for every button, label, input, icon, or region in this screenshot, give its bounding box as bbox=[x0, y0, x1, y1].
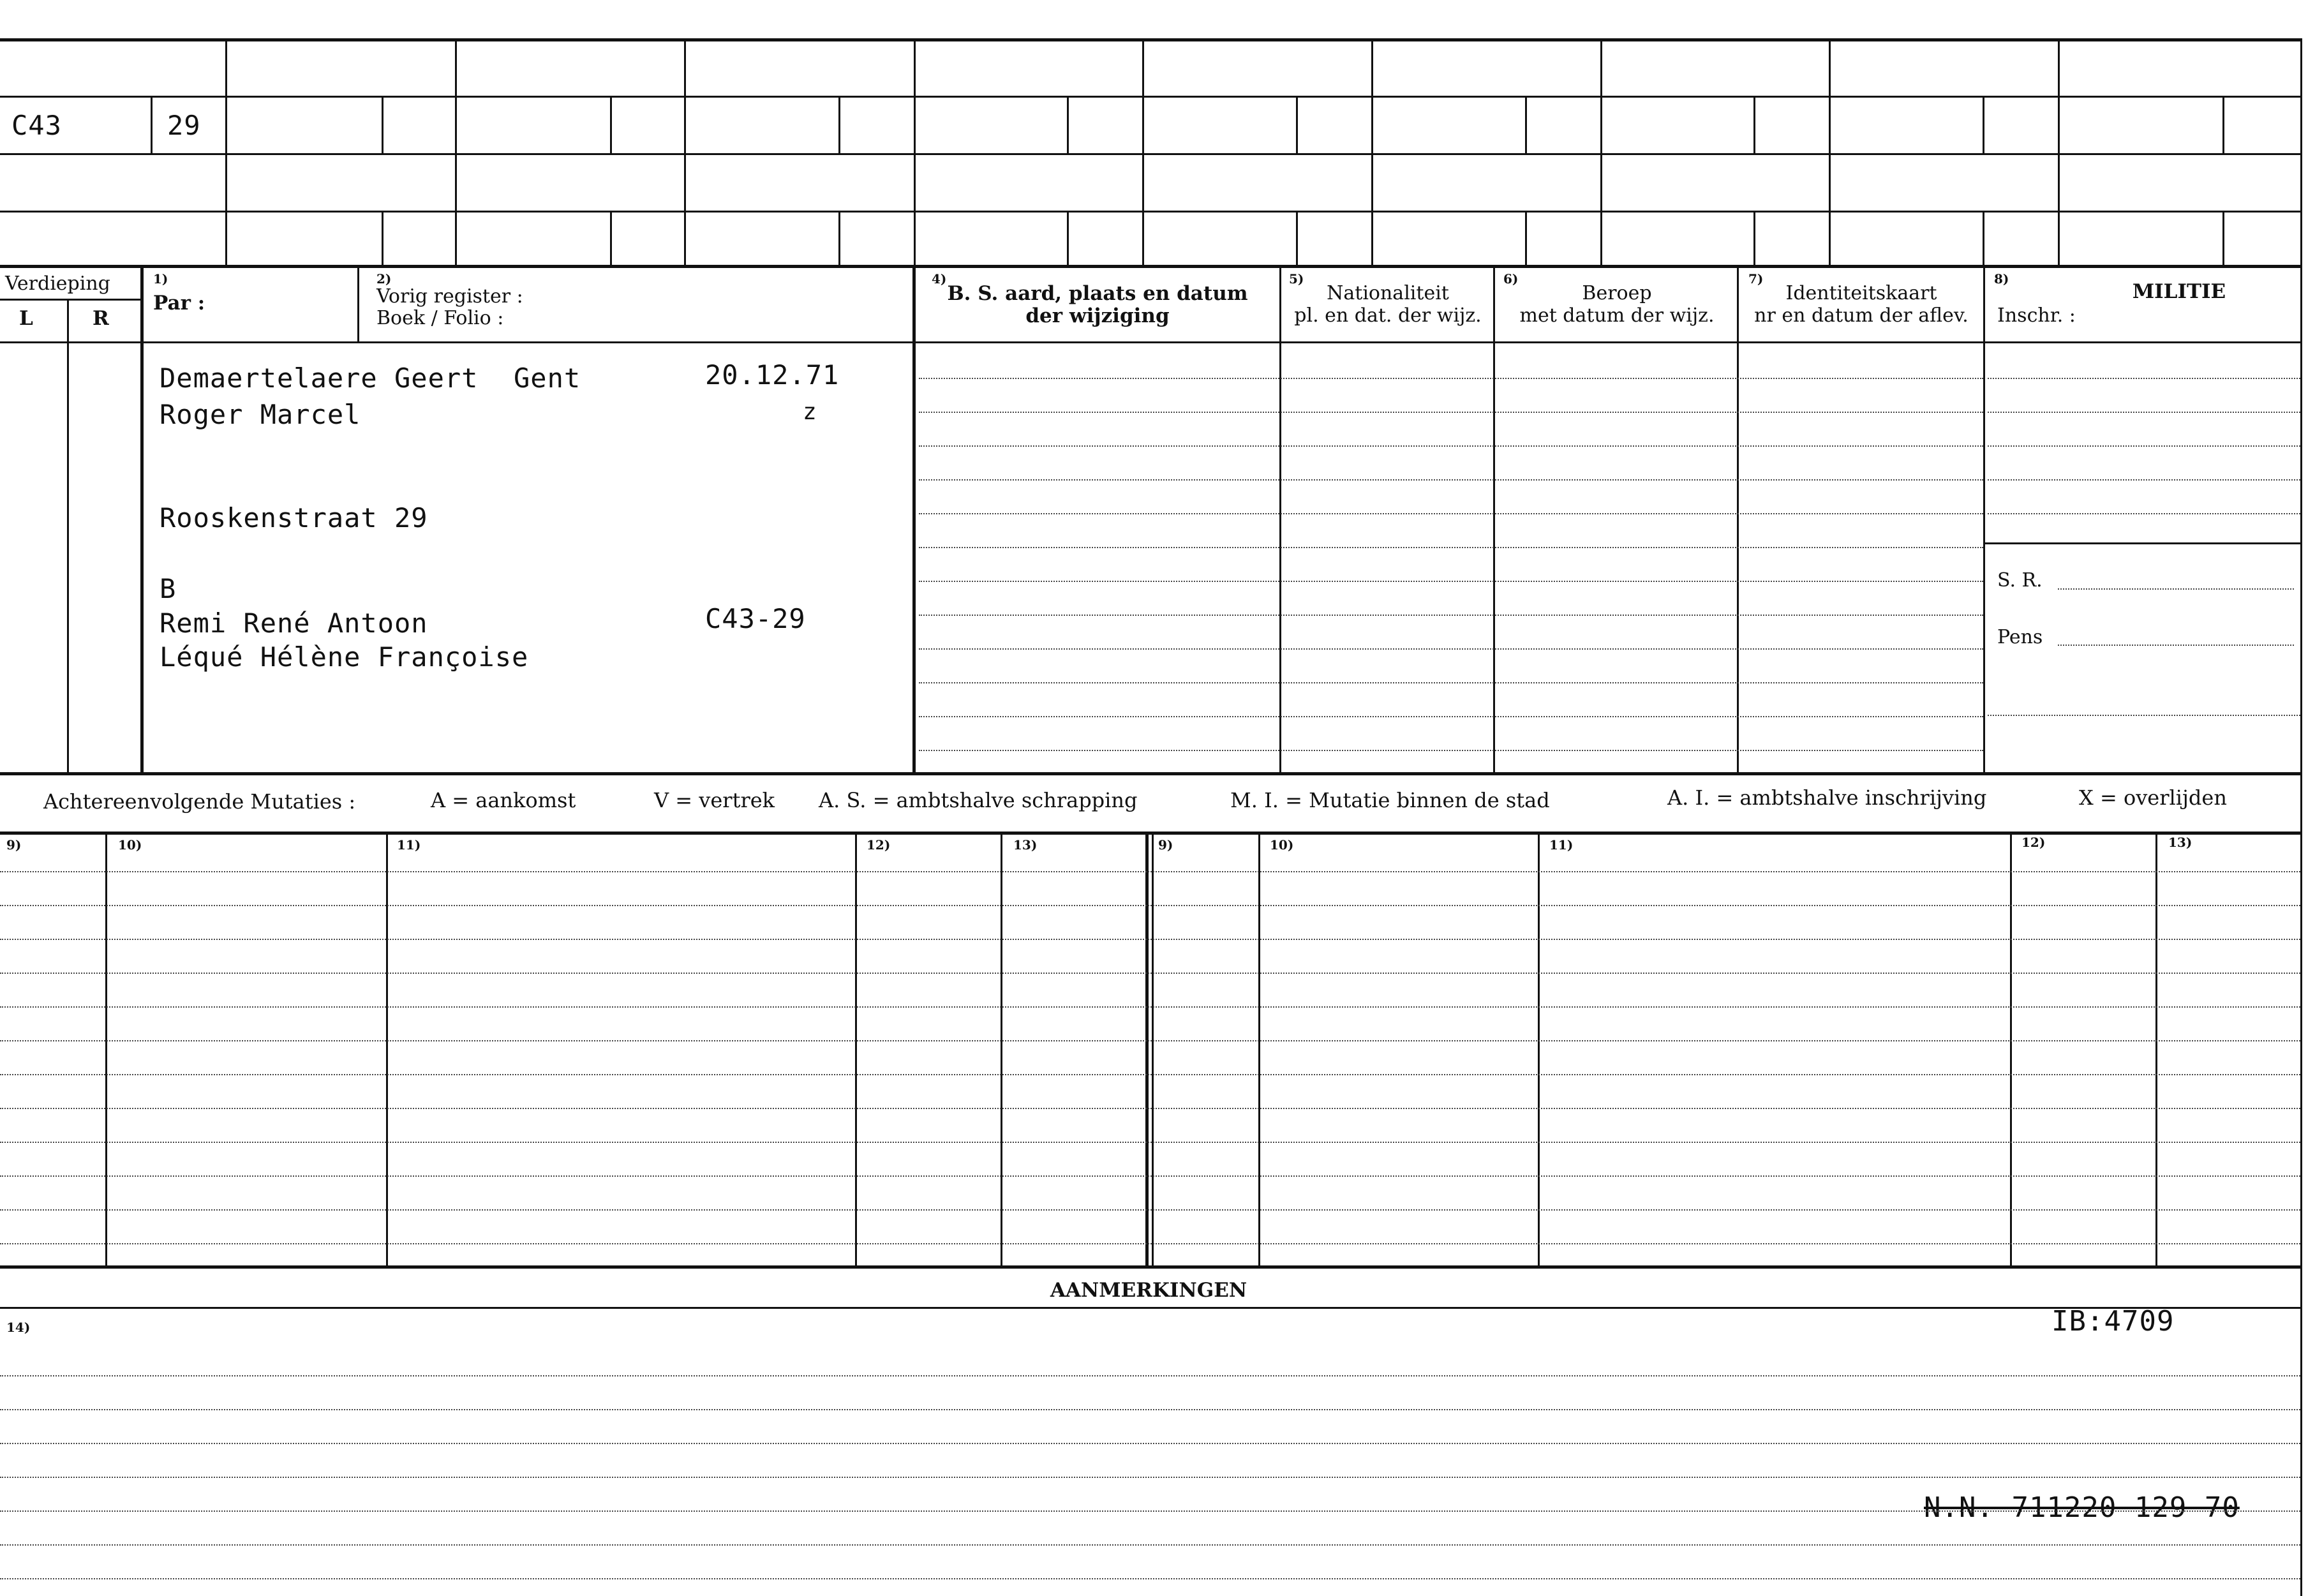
militie-ruled-line bbox=[1988, 513, 2300, 514]
entry-name-line2: Roger Marcel bbox=[160, 399, 361, 430]
entry-father: Remi René Antoon bbox=[160, 608, 428, 639]
sr-line bbox=[2058, 588, 2294, 590]
strip-minor-line bbox=[2222, 211, 2224, 265]
col-divider bbox=[912, 265, 916, 772]
col-divider bbox=[1279, 265, 1281, 772]
r-label: R bbox=[93, 307, 109, 330]
strip-divider bbox=[151, 96, 153, 153]
mutation-ruled-line bbox=[0, 871, 2300, 872]
militie-divider bbox=[1983, 542, 2300, 544]
mutation-ruled-line bbox=[0, 1243, 2300, 1244]
mutation-ruled-line bbox=[0, 1209, 2300, 1211]
strip-minor-line bbox=[1067, 96, 1069, 153]
body-ruled-line bbox=[919, 412, 1983, 413]
strip-minor-line bbox=[2222, 96, 2224, 153]
l-label: L bbox=[19, 307, 33, 330]
mut-col-label: 9) bbox=[1158, 837, 1173, 853]
boek-folio-label: Boek / Folio : bbox=[376, 307, 504, 329]
remarks-ruled-line bbox=[0, 1510, 2300, 1512]
remarks-ruled-line bbox=[0, 1578, 2300, 1579]
strip-minor-line bbox=[382, 96, 383, 153]
nat-header-1: Nationaliteit bbox=[1327, 282, 1449, 304]
legend-a: A = aankomst bbox=[431, 788, 576, 812]
pens-line bbox=[2058, 645, 2294, 646]
mut-center-divider bbox=[1145, 832, 1149, 1265]
strip-line bbox=[0, 153, 2300, 155]
header-bottom bbox=[0, 341, 2300, 343]
col-num: 6) bbox=[1503, 271, 1519, 287]
strip-line bbox=[0, 211, 2300, 213]
entry-ref: C43-29 bbox=[705, 603, 806, 634]
mut-col-divider bbox=[2155, 832, 2157, 1265]
col-num: 7) bbox=[1748, 271, 1764, 287]
remarks-num: 14) bbox=[6, 1320, 31, 1335]
col-num: 2) bbox=[376, 271, 392, 287]
remarks-ruled-line bbox=[0, 1544, 2300, 1546]
pens-label: Pens bbox=[1997, 626, 2043, 648]
body-ruled-line bbox=[919, 547, 1983, 548]
mutation-ruled-line bbox=[0, 939, 2300, 940]
strip-minor-line bbox=[838, 211, 840, 265]
strip-minor-line bbox=[838, 96, 840, 153]
body-ruled-line bbox=[919, 615, 1983, 616]
nat-header-2: pl. en dat. der wijz. bbox=[1294, 304, 1482, 327]
verdieping-line bbox=[0, 299, 140, 301]
legend-mi: M. I. = Mutatie binnen de stad bbox=[1230, 788, 1550, 812]
body-ruled-line bbox=[919, 682, 1983, 683]
mutation-ruled-line bbox=[0, 1040, 2300, 1041]
strip-number: 29 bbox=[167, 110, 201, 141]
col-num: 1) bbox=[153, 271, 168, 287]
strip-minor-line bbox=[1983, 96, 1984, 153]
remarks-title-line bbox=[0, 1307, 2300, 1309]
mutation-ruled-line bbox=[0, 1142, 2300, 1143]
strip-col-line bbox=[1600, 38, 1602, 265]
col-divider bbox=[1493, 265, 1495, 772]
strip-col-line bbox=[455, 38, 457, 265]
mut-col-divider bbox=[1001, 832, 1002, 1265]
legend-v: V = vertrek bbox=[654, 788, 775, 812]
entry-b-label: B bbox=[160, 573, 177, 604]
par-label: Par : bbox=[153, 292, 205, 315]
legend-ai: A. I. = ambtshalve inschrijving bbox=[1667, 786, 1987, 810]
col-divider bbox=[357, 265, 359, 341]
sr-label: S. R. bbox=[1997, 569, 2043, 592]
remarks-ruled-line bbox=[0, 1477, 2300, 1478]
mutation-ruled-line bbox=[0, 905, 2300, 906]
militie-ruled-line bbox=[1988, 445, 2300, 447]
mut-col-label: 9) bbox=[6, 837, 22, 853]
vorig-register-label: Vorig register : bbox=[376, 285, 523, 308]
strip-minor-line bbox=[1983, 211, 1984, 265]
mut-col-divider bbox=[1258, 832, 1260, 1265]
strip-minor-line bbox=[1067, 211, 1069, 265]
mutation-ruled-line bbox=[0, 973, 2300, 974]
legend-x: X = overlijden bbox=[2079, 786, 2227, 810]
mut-col-label: 12) bbox=[2021, 835, 2046, 850]
mut-col-label: 11) bbox=[1549, 837, 1574, 853]
remarks-ruled-line bbox=[0, 1409, 2300, 1410]
strip-minor-line bbox=[1296, 96, 1298, 153]
mut-center-divider bbox=[1152, 832, 1154, 1265]
remarks-ruled-line bbox=[0, 1443, 2300, 1444]
strip-minor-line bbox=[610, 96, 612, 153]
mut-col-label: 11) bbox=[397, 837, 421, 853]
mut-col-divider bbox=[1538, 832, 1540, 1265]
militie-ruled-line bbox=[1988, 479, 2300, 481]
legend-as: A. S. = ambtshalve schrapping bbox=[819, 788, 1138, 812]
mut-col-label: 12) bbox=[867, 837, 891, 853]
entry-marker: z bbox=[803, 399, 817, 425]
body-ruled-line bbox=[919, 378, 1983, 379]
id-header-1: Identiteitskaart bbox=[1785, 282, 1937, 304]
mut-col-label: 13) bbox=[2168, 835, 2192, 850]
mut-col-divider bbox=[105, 832, 107, 1265]
militie-ruled-line bbox=[1988, 715, 2300, 716]
strip-minor-line bbox=[1753, 211, 1755, 265]
mutations-top bbox=[0, 832, 2300, 835]
strip-minor-line bbox=[1525, 211, 1527, 265]
mutation-ruled-line bbox=[0, 1108, 2300, 1109]
col-divider bbox=[1737, 265, 1739, 772]
strip-minor-line bbox=[1525, 96, 1527, 153]
mut-col-divider bbox=[2010, 832, 2012, 1265]
mut-col-label: 10) bbox=[1270, 837, 1294, 853]
body-ruled-line bbox=[919, 445, 1983, 447]
strip-bottom bbox=[0, 265, 2300, 268]
mutation-ruled-line bbox=[0, 1175, 2300, 1177]
entry-date: 20.12.71 bbox=[705, 359, 840, 391]
mut-col-label: 10) bbox=[118, 837, 142, 853]
id-header-2: nr en datum der aflev. bbox=[1754, 304, 1969, 327]
col-divider bbox=[1983, 265, 1985, 772]
strip-col-line bbox=[1142, 38, 1144, 265]
lr-divider bbox=[67, 341, 69, 772]
entry-mother: Léqué Hélène Françoise bbox=[160, 641, 529, 673]
strip-minor-line bbox=[1296, 211, 1298, 265]
militie-ruled-line bbox=[1988, 378, 2300, 379]
bs-header-1: B. S. aard, plaats en datum bbox=[947, 282, 1248, 305]
mutations-bottom bbox=[0, 1265, 2300, 1269]
entry-address: Rooskenstraat 29 bbox=[160, 502, 428, 533]
body-bottom bbox=[0, 772, 2300, 775]
mutation-ruled-line bbox=[0, 1006, 2300, 1008]
col-num: 4) bbox=[932, 271, 947, 287]
strip-col-line bbox=[914, 38, 916, 265]
inschr-label: Inschr. : bbox=[1997, 304, 2076, 327]
strip-code: C43 bbox=[11, 110, 62, 141]
militie-ruled-line bbox=[1988, 412, 2300, 413]
body-ruled-line bbox=[919, 750, 1983, 751]
entry-place: Gent bbox=[514, 362, 581, 394]
strip-minor-line bbox=[610, 211, 612, 265]
body-ruled-line bbox=[919, 716, 1983, 717]
strip-col-line bbox=[1371, 38, 1373, 265]
top-border bbox=[0, 38, 2300, 41]
remarks-ib: IB:4709 bbox=[2051, 1305, 2175, 1338]
beroep-header-1: Beroep bbox=[1582, 282, 1652, 304]
strip-line bbox=[0, 96, 2300, 98]
remarks-nn: N.N. 711220 129 70 bbox=[1924, 1491, 2240, 1524]
mut-col-label: 13) bbox=[1013, 837, 1038, 853]
remarks-ruled-line bbox=[0, 1375, 2300, 1376]
col-divider bbox=[140, 265, 144, 772]
lr-divider bbox=[67, 299, 69, 341]
strip-col-line bbox=[1829, 38, 1831, 265]
strip-minor-line bbox=[1753, 96, 1755, 153]
strip-minor-line bbox=[382, 211, 383, 265]
legend-title: Achtereenvolgende Mutaties : bbox=[43, 789, 356, 814]
strip-col-line bbox=[684, 38, 686, 265]
remarks-title: AANMERKINGEN bbox=[1050, 1279, 1247, 1302]
verdieping-label: Verdieping bbox=[5, 272, 110, 295]
body-ruled-line bbox=[919, 648, 1983, 650]
entry-name-line1: Demaertelaere Geert bbox=[160, 362, 479, 394]
body-ruled-line bbox=[919, 479, 1983, 481]
mut-col-divider bbox=[386, 832, 388, 1265]
strip-col-line bbox=[225, 38, 227, 265]
col-num: 8) bbox=[1994, 271, 2009, 287]
strip-col-line bbox=[2058, 38, 2060, 265]
body-ruled-line bbox=[919, 581, 1983, 582]
mutation-ruled-line bbox=[0, 1074, 2300, 1075]
mut-col-divider bbox=[855, 832, 857, 1265]
beroep-header-2: met datum der wijz. bbox=[1519, 304, 1715, 327]
militie-label: MILITIE bbox=[2132, 280, 2226, 303]
bs-header-2: der wijziging bbox=[1025, 304, 1170, 327]
body-ruled-line bbox=[919, 513, 1983, 514]
right-edge bbox=[2300, 38, 2302, 1596]
col-num: 5) bbox=[1289, 271, 1304, 287]
